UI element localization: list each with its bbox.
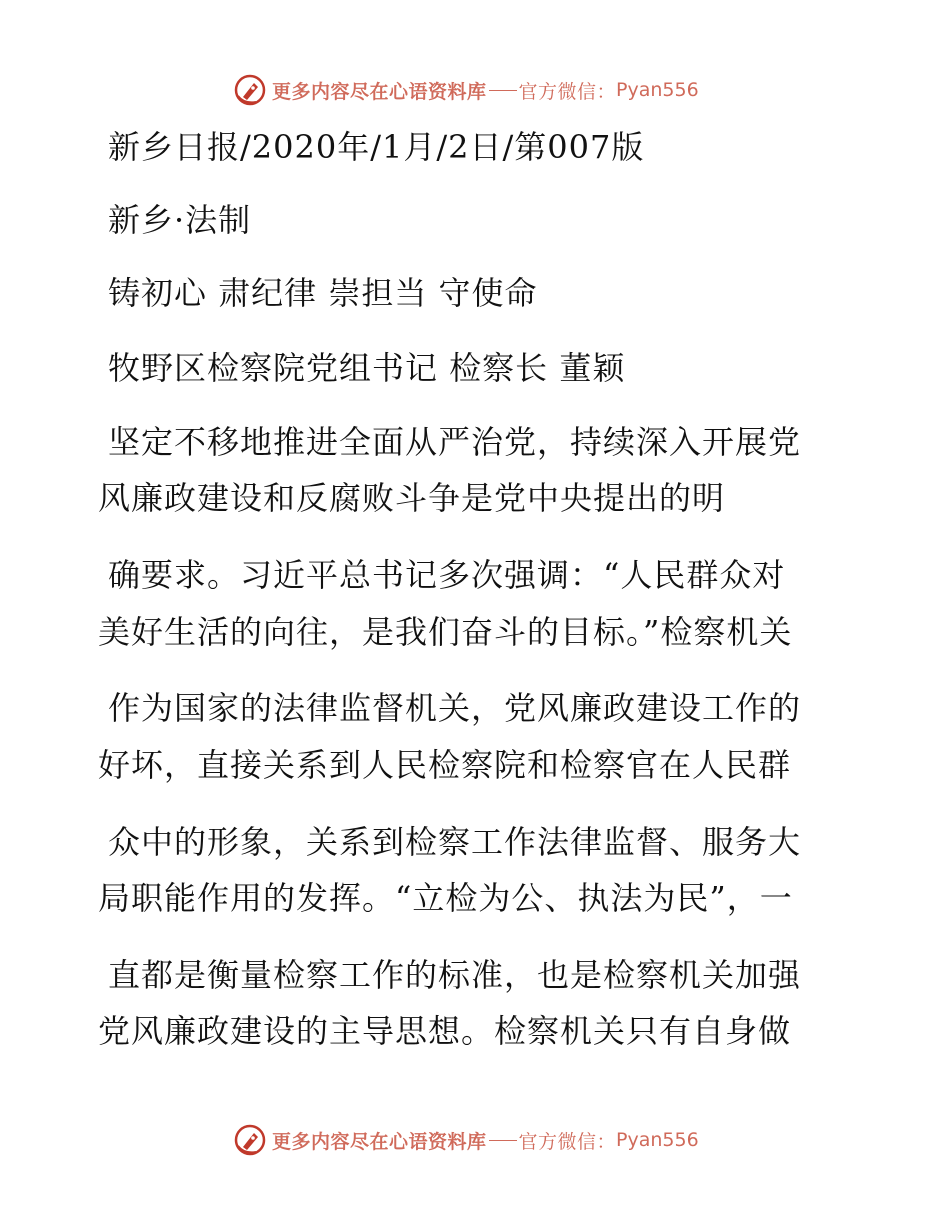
pen-nib-icon xyxy=(234,74,266,106)
pen-nib-icon xyxy=(234,1124,266,1156)
body-line: 美好生活的向往，是我们奋斗的目标。”检察机关 xyxy=(98,613,793,651)
author-line: 牧野区检察院党组书记 检察长 董颖 xyxy=(108,349,626,387)
body-line: 确要求。习近平总书记多次强调：“人民群众对 xyxy=(108,556,786,594)
body-line: 众中的形象，关系到检察工作法律监督、服务大 xyxy=(108,823,802,861)
watermark-bottom xyxy=(234,1122,699,1158)
body-line: 直都是衡量检察工作的标准，也是检察机关加强 xyxy=(108,956,802,994)
watermark-divider xyxy=(489,1140,517,1141)
body-line: 风廉政建设和反腐败斗争是党中央提出的明 xyxy=(98,479,726,517)
watermark-top xyxy=(234,72,699,108)
watermark-divider xyxy=(489,90,517,91)
watermark-wechat-id: Pyan556 xyxy=(616,79,699,101)
section-line: 新乡·法制 xyxy=(108,201,252,239)
body-line: 党风廉政建设的主导思想。检察机关只有自身做 xyxy=(98,1012,792,1050)
body-line: 作为国家的法律监督机关，党风廉政建设工作的 xyxy=(108,689,802,727)
body-line: 局职能作用的发挥。“立检为公、执法为民”，一 xyxy=(98,879,793,917)
body-line: 坚定不移地推进全面从严治党，持续深入开展党 xyxy=(108,423,802,461)
watermark-brand: 更多内容尽在心语资料库 xyxy=(272,80,487,103)
watermark-wechat-label: 官方微信： xyxy=(518,1130,617,1153)
watermark-wechat-label: 官方微信： xyxy=(518,80,617,103)
body-line: 好坏，直接关系到人民检察院和检察官在人民群 xyxy=(98,746,792,784)
source-line: 新乡日报/2020年/1月/2日/第007版 xyxy=(108,128,645,166)
watermark-brand: 更多内容尽在心语资料库 xyxy=(272,1130,487,1153)
watermark-wechat-id: Pyan556 xyxy=(616,1129,699,1151)
headline: 铸初心 肃纪律 崇担当 守使命 xyxy=(108,274,538,312)
